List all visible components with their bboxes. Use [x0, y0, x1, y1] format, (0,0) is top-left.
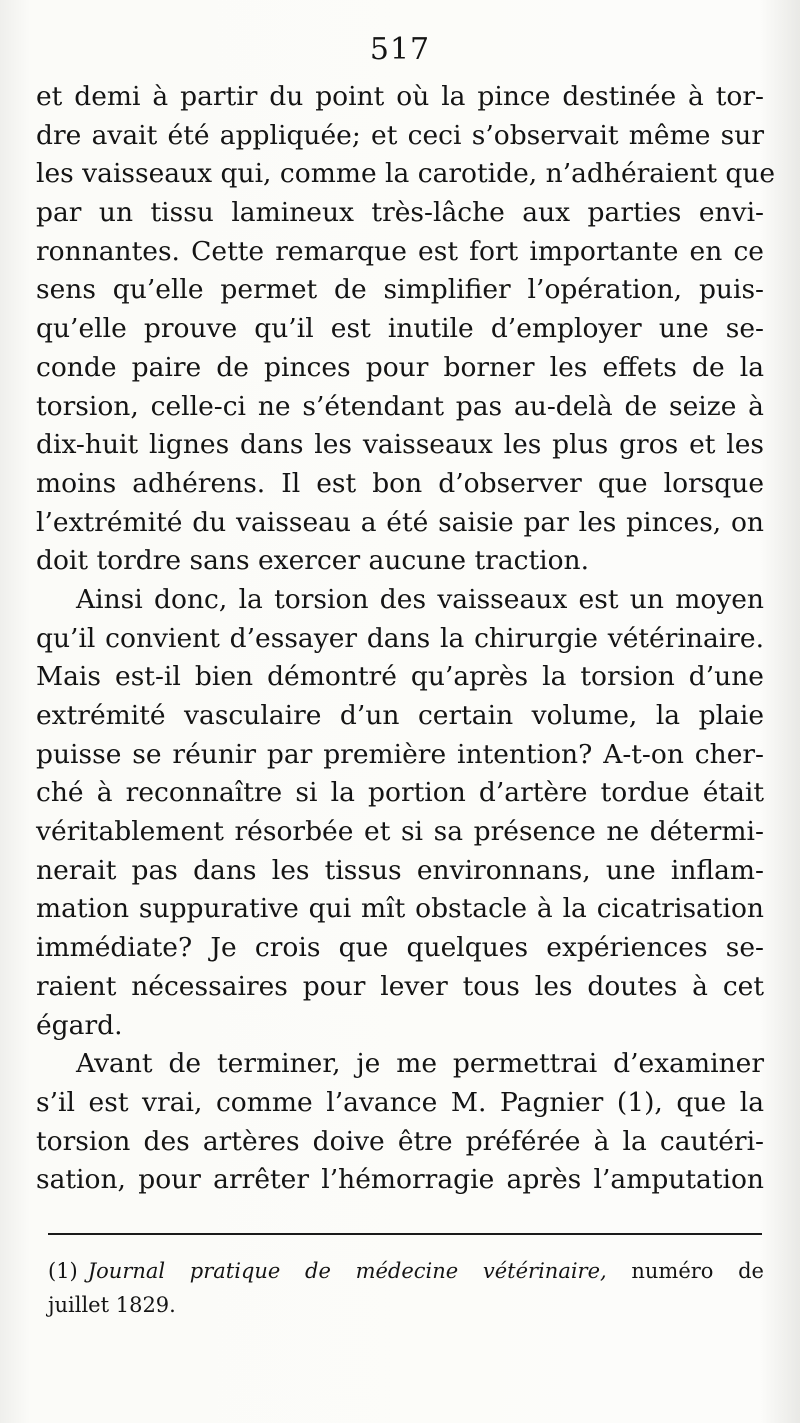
text-line: extrémité vasculaire d’un certain volume, la plaie: [36, 700, 764, 731]
footnote-marker: (1): [48, 1259, 78, 1283]
paragraph-start-line: Avant de terminer, je me permettrai d’examiner: [76, 1048, 764, 1080]
text-line: raient nécessaires pour lever tous les doutes à cet: [36, 970, 764, 1002]
text-line: ché à reconnaître si la portion d’artère tordue était: [36, 777, 764, 809]
text-line: puisse se réunir par première intention? A-t-on cher-: [36, 738, 764, 770]
footnote-line: [48, 1254, 764, 1288]
text-line: par un tissu lamineux très-lâche aux parties envi-: [36, 197, 764, 229]
text-line: mation suppurative qui mît obstacle à la cicatrisation: [36, 893, 764, 925]
footnote-date: juillet 1829.: [48, 1293, 176, 1317]
text-line: et demi à partir du point où la pince destinée à tor-: [36, 81, 764, 112]
text-line: l’extrémité du vaisseau a été saisie par les pinces, on: [36, 506, 764, 538]
text-line: égard.: [36, 1009, 123, 1041]
text-line: véritablement résorbée et si sa présence ne détermi-: [36, 816, 764, 848]
footnote: [48, 1254, 764, 1322]
text-line: torsion des artères doive être préférée à la cautéri-: [36, 1125, 764, 1157]
text-line: doit tordre sans exercer aucune traction.: [36, 545, 590, 577]
paragraph-start-line: Ainsi donc, la torsion des vaisseaux est un moyen: [76, 583, 764, 615]
footnote-issue: numéro de: [631, 1259, 764, 1283]
text-line: qu’il convient d’essayer dans la chirurgie vétérinaire.: [36, 622, 764, 654]
text-line: ronnantes. Cette remarque est fort importante en ce: [36, 235, 764, 267]
text-line: torsion, celle-ci ne s’étendant pas au-delà de seize à: [36, 390, 764, 422]
text-line: s’il est vrai, comme l’avance M. Pagnier (1), que la: [36, 1086, 764, 1118]
body-text: [36, 78, 776, 1200]
text-line: immédiate? Je crois que quelques expériences se-: [36, 932, 764, 964]
text-line: Mais est-il bien démontré qu’après la torsion d’une: [36, 661, 764, 693]
footnote-rule: [48, 1233, 762, 1235]
footnote-journal-title: Journal pratique de médecine vétérinaire,: [87, 1259, 607, 1283]
text-line: moins adhérens. Il est bon d’observer que lorsque: [36, 467, 764, 499]
page-number: 517: [369, 32, 431, 67]
text-line: sens qu’elle permet de simplifier l’opération, puis-: [36, 274, 764, 306]
text-line: dix-huit lignes dans les vaisseaux les plus gros et les: [36, 429, 764, 461]
text-line: nerait pas dans les tissus environnans, une inflam-: [36, 854, 764, 886]
text-line: conde paire de pinces pour borner les effets de la: [36, 351, 764, 383]
text-line: qu’elle prouve qu’il est inutile d’employer une se-: [36, 313, 764, 345]
text-line: sation, pour arrêter l’hémorragie après l’amputation: [36, 1164, 764, 1196]
text-line: dre avait été appliquée; et ceci s’observait même sur: [36, 119, 764, 151]
text-line: les vaisseaux qui, comme la carotide, n’adhéraient que: [36, 158, 776, 190]
